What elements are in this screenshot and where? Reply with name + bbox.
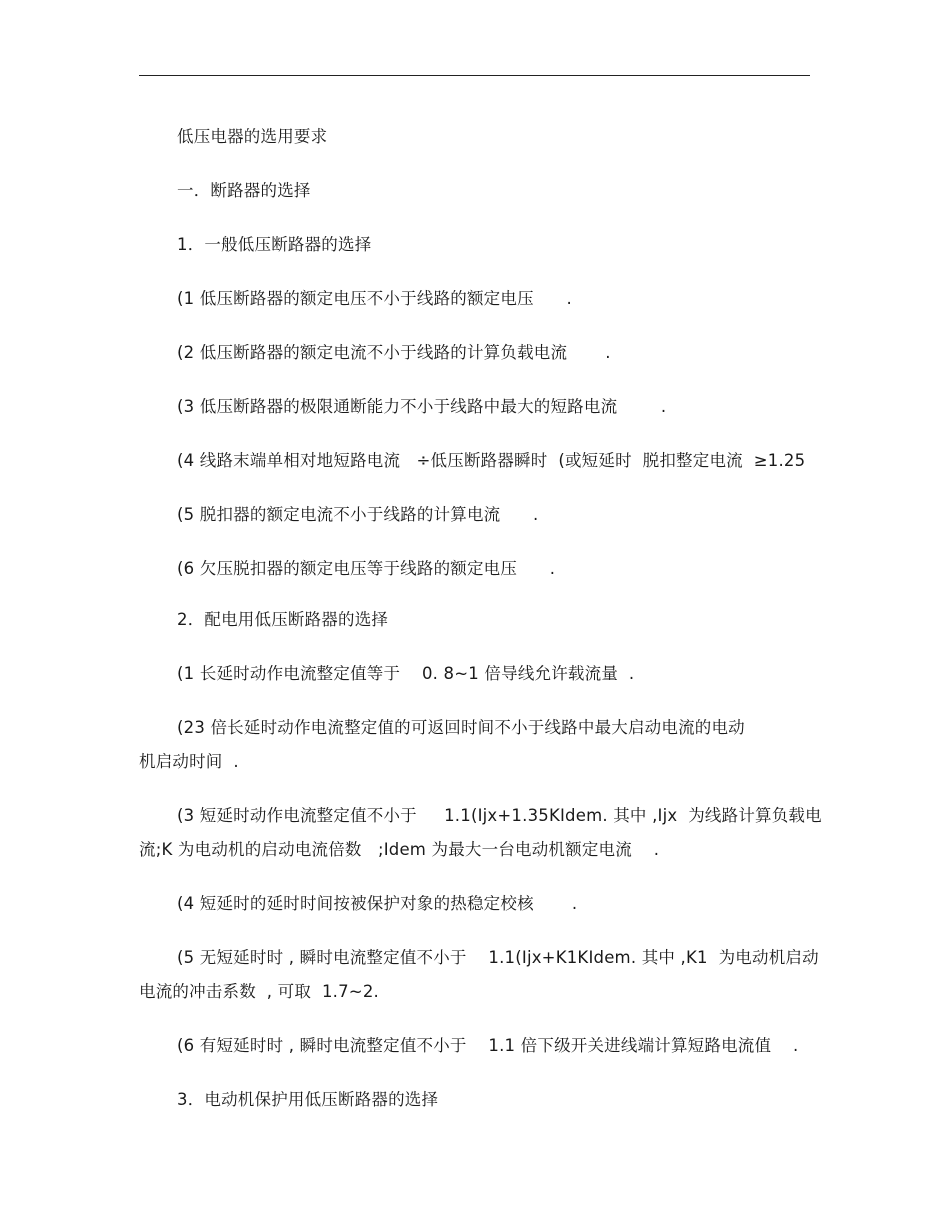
- list-item-continuation: 机启动时间 .: [139, 752, 239, 771]
- subsection-heading-motor: 3．电动机保护用低压断路器的选择: [177, 1090, 439, 1109]
- list-item: (6 欠压脱扣器的额定电压等于线路的额定电压 .: [177, 559, 556, 578]
- list-item: (5 无短延时时 , 瞬时电流整定值不小于 1.1(Ijx+K1KIdem. 其中 ,K1 为电动机启动: [177, 948, 819, 967]
- document-title: 低压电器的选用要求: [177, 127, 328, 146]
- list-item: (5 脱扣器的额定电流不小于线路的计算电流 .: [177, 505, 539, 524]
- list-item: (6 有短延时时 , 瞬时电流整定值不小于 1.1 倍下级开关进线端计算短路电流值 .: [177, 1036, 799, 1055]
- list-item-continuation: 流;K 为电动机的启动电流倍数 ;Idem 为最大一台电动机额定电流 .: [139, 840, 660, 859]
- list-item: (2 低压断路器的额定电流不小于线路的计算负载电流 .: [177, 343, 611, 362]
- list-item: (1 低压断路器的额定电压不小于线路的额定电压 .: [177, 289, 572, 308]
- list-item: (3 低压断路器的极限通断能力不小于线路中最大的短路电流 .: [177, 397, 667, 416]
- list-item: (3 短延时动作电流整定值不小于 1.1(Ijx+1.35KIdem. 其中 ,Ijx 为线路计算负载电: [177, 806, 822, 825]
- list-item: (4 线路末端单相对地短路电流 ÷低压断路器瞬时 (或短延时 脱扣整定电流 ≥1.25: [177, 451, 806, 470]
- list-item: (4 短延时的延时时间按被保护对象的热稳定校核 .: [177, 894, 578, 913]
- header-rule: [139, 75, 810, 76]
- list-item: (1 长延时动作电流整定值等于 0. 8~1 倍导线允许载流量 .: [177, 664, 635, 683]
- list-item: (23 倍长延时动作电流整定值的可返回时间不小于线路中最大启动电流的电动: [177, 718, 745, 737]
- list-item-continuation: 电流的冲击系数 , 可取 1.7~2.: [139, 982, 379, 1001]
- section-heading-breaker: 一．断路器的选择: [177, 181, 311, 200]
- subsection-heading-distribution: 2．配电用低压断路器的选择: [177, 610, 389, 629]
- subsection-heading-general: 1．一般低压断路器的选择: [177, 235, 372, 254]
